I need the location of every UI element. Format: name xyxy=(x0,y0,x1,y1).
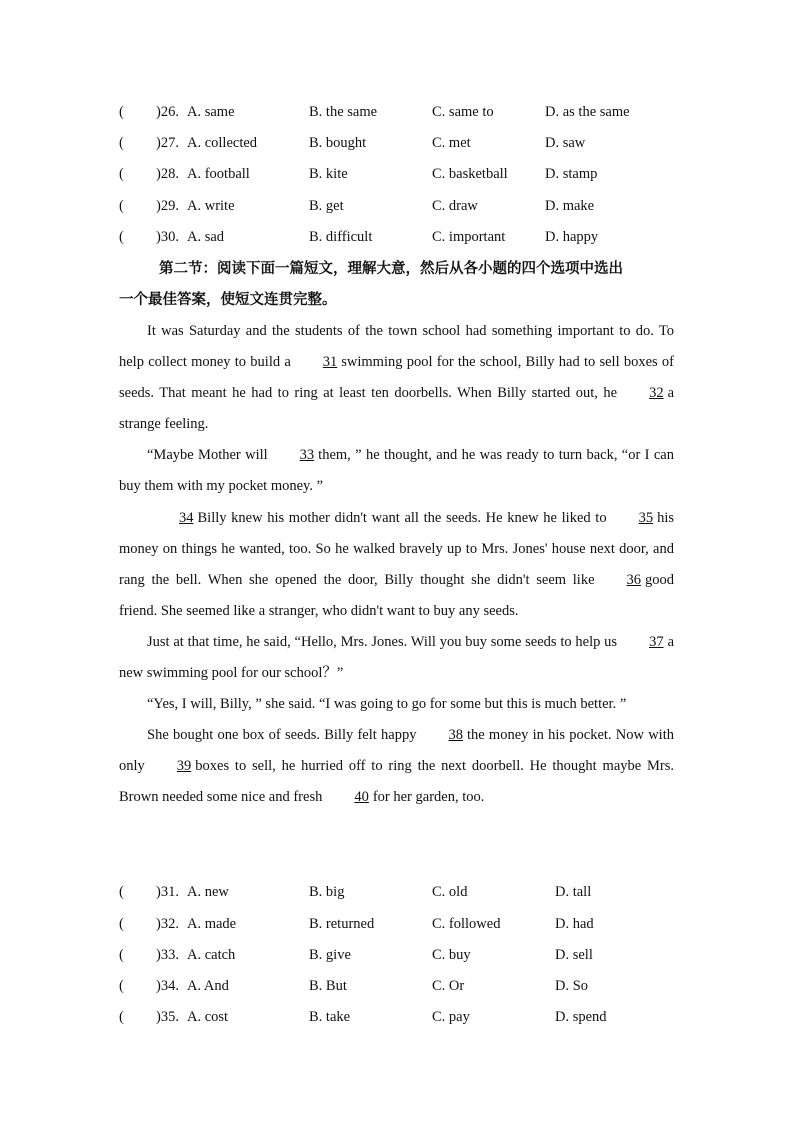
option-d: D. So xyxy=(555,978,589,994)
option-b: B. the same xyxy=(309,104,378,120)
option-b: B. difficult xyxy=(309,229,373,245)
option-c: C. Or xyxy=(432,978,465,994)
question-number: )32. xyxy=(156,916,179,932)
option-b: B. big xyxy=(309,884,345,900)
option-c: C. met xyxy=(432,135,471,151)
answer-paren: ( xyxy=(119,166,124,182)
option-d: D. spend xyxy=(555,1009,607,1025)
question-row-34 xyxy=(119,976,679,996)
option-a: A. catch xyxy=(187,947,236,963)
option-c: C. followed xyxy=(432,916,501,932)
option-b: B. give xyxy=(309,947,351,963)
option-a: A. new xyxy=(187,884,229,900)
question-number: )33. xyxy=(156,947,179,963)
option-b: B. bought xyxy=(309,135,367,151)
option-c: C. draw xyxy=(432,198,478,214)
option-c: C. basketball xyxy=(432,166,508,182)
option-c: C. old xyxy=(432,884,468,900)
option-a: A. And xyxy=(187,978,229,994)
option-a: A. cost xyxy=(187,1009,229,1025)
option-d: D. tall xyxy=(555,884,592,900)
question-row-31 xyxy=(119,882,679,902)
option-a: A. football xyxy=(187,166,250,182)
option-b: B. But xyxy=(309,978,347,994)
option-d: D. stamp xyxy=(545,166,598,182)
section-heading-line-2: 一个最佳答案，使短文连贯完整。 xyxy=(119,292,337,308)
question-row-33 xyxy=(119,945,679,965)
answer-paren: ( xyxy=(119,229,124,245)
passage-paragraph-3: 34 Billy knew his mother didn't want all the seeds. He knew he liked to 35 his money on things he wanted, too. So he walked bravely up to Mrs. Jones' house next door, and rang the bell. When she opened the door, Billy thought she didn't seem like 36 good friend. She seemed like a stranger, who didn't want to buy any seeds. xyxy=(119,503,674,627)
blank-37: 37 xyxy=(649,633,664,650)
option-d: D. make xyxy=(545,198,595,214)
option-d: D. as the same xyxy=(545,104,630,120)
blank-40: 40 xyxy=(354,789,369,806)
option-a: A. made xyxy=(187,916,237,932)
option-c: C. same to xyxy=(432,104,494,120)
answer-paren: ( xyxy=(119,135,124,151)
question-number: )28. xyxy=(156,166,179,182)
question-number: )31. xyxy=(156,884,179,900)
passage-paragraph-6: She bought one box of seeds. Billy felt happy 38 the money in his pocket. Now with only 39 boxes to sell, he hurried off to ring the next doorbell. He thought maybe Mrs. Brown needed some nice and fresh 40 for her garden, too. xyxy=(119,720,674,813)
passage-paragraph-5: “Yes, I will, Billy, ” she said. “I was going to go for some but this is much better. ” xyxy=(147,696,627,713)
question-number: )29. xyxy=(156,198,179,214)
answer-paren: ( xyxy=(119,978,124,994)
passage-paragraph-4: Just at that time, he said, “Hello, Mrs. Jones. Will you buy some seeds to help us 37 a new swimming pool for our school？” xyxy=(119,627,674,689)
option-d: D. saw xyxy=(545,135,586,151)
answer-paren: ( xyxy=(119,198,124,214)
passage-paragraph-1: It was Saturday and the students of the town school had something important to do. To help collect money to build a 31 swimming pool for the school, Billy had to sell boxes of seeds. That meant he had to ring at least ten doorbells. When Billy started out, he 32 a strange feeling. xyxy=(119,323,674,433)
question-row-35 xyxy=(119,1007,679,1027)
blank-38: 38 xyxy=(448,727,463,744)
option-d: D. happy xyxy=(545,229,599,245)
question-row-29 xyxy=(119,196,679,216)
answer-paren: ( xyxy=(119,104,124,120)
blank-33: 33 xyxy=(299,447,315,464)
section-heading-line-1: 第二节：阅读下面一篇短文，理解大意，然后从各小题的四个选项中选出 xyxy=(159,261,623,277)
question-row-28 xyxy=(119,164,679,184)
option-b: B. get xyxy=(309,198,344,214)
question-number: )34. xyxy=(156,978,179,994)
question-number: )26. xyxy=(156,104,179,120)
answer-paren: ( xyxy=(119,947,124,963)
question-row-27 xyxy=(119,133,679,153)
option-c: C. pay xyxy=(432,1009,470,1025)
blank-34: 34 xyxy=(179,509,194,526)
question-number: )35. xyxy=(156,1009,179,1025)
option-d: D. sell xyxy=(555,947,593,963)
question-row-30 xyxy=(119,227,679,247)
section-heading xyxy=(119,254,679,316)
option-b: B. returned xyxy=(309,916,375,932)
option-a: A. write xyxy=(187,198,235,214)
blank-35: 35 xyxy=(638,509,654,526)
option-b: B. take xyxy=(309,1009,351,1025)
option-a: A. same xyxy=(187,104,235,120)
answer-paren: ( xyxy=(119,884,124,900)
option-b: B. kite xyxy=(309,166,348,182)
question-number: )27. xyxy=(156,135,179,151)
reading-passage xyxy=(119,316,674,814)
blank-36: 36 xyxy=(626,571,641,588)
answer-paren: ( xyxy=(119,916,124,932)
blank-39: 39 xyxy=(176,758,192,775)
question-row-26 xyxy=(119,102,679,122)
question-number: )30. xyxy=(156,229,179,245)
passage-paragraph-2: “Maybe Mother will 33 them, ” he thought, and he was ready to turn back, “or I can buy them with my pocket money. ” xyxy=(119,440,674,502)
option-c: C. buy xyxy=(432,947,471,963)
blank-31: 31 xyxy=(322,354,338,371)
blank-32: 32 xyxy=(649,385,664,402)
option-a: A. sad xyxy=(187,229,225,245)
option-c: C. important xyxy=(432,229,506,245)
answer-paren: ( xyxy=(119,1009,124,1025)
question-row-32 xyxy=(119,914,679,934)
option-a: A. collected xyxy=(187,135,258,151)
option-d: D. had xyxy=(555,916,594,932)
